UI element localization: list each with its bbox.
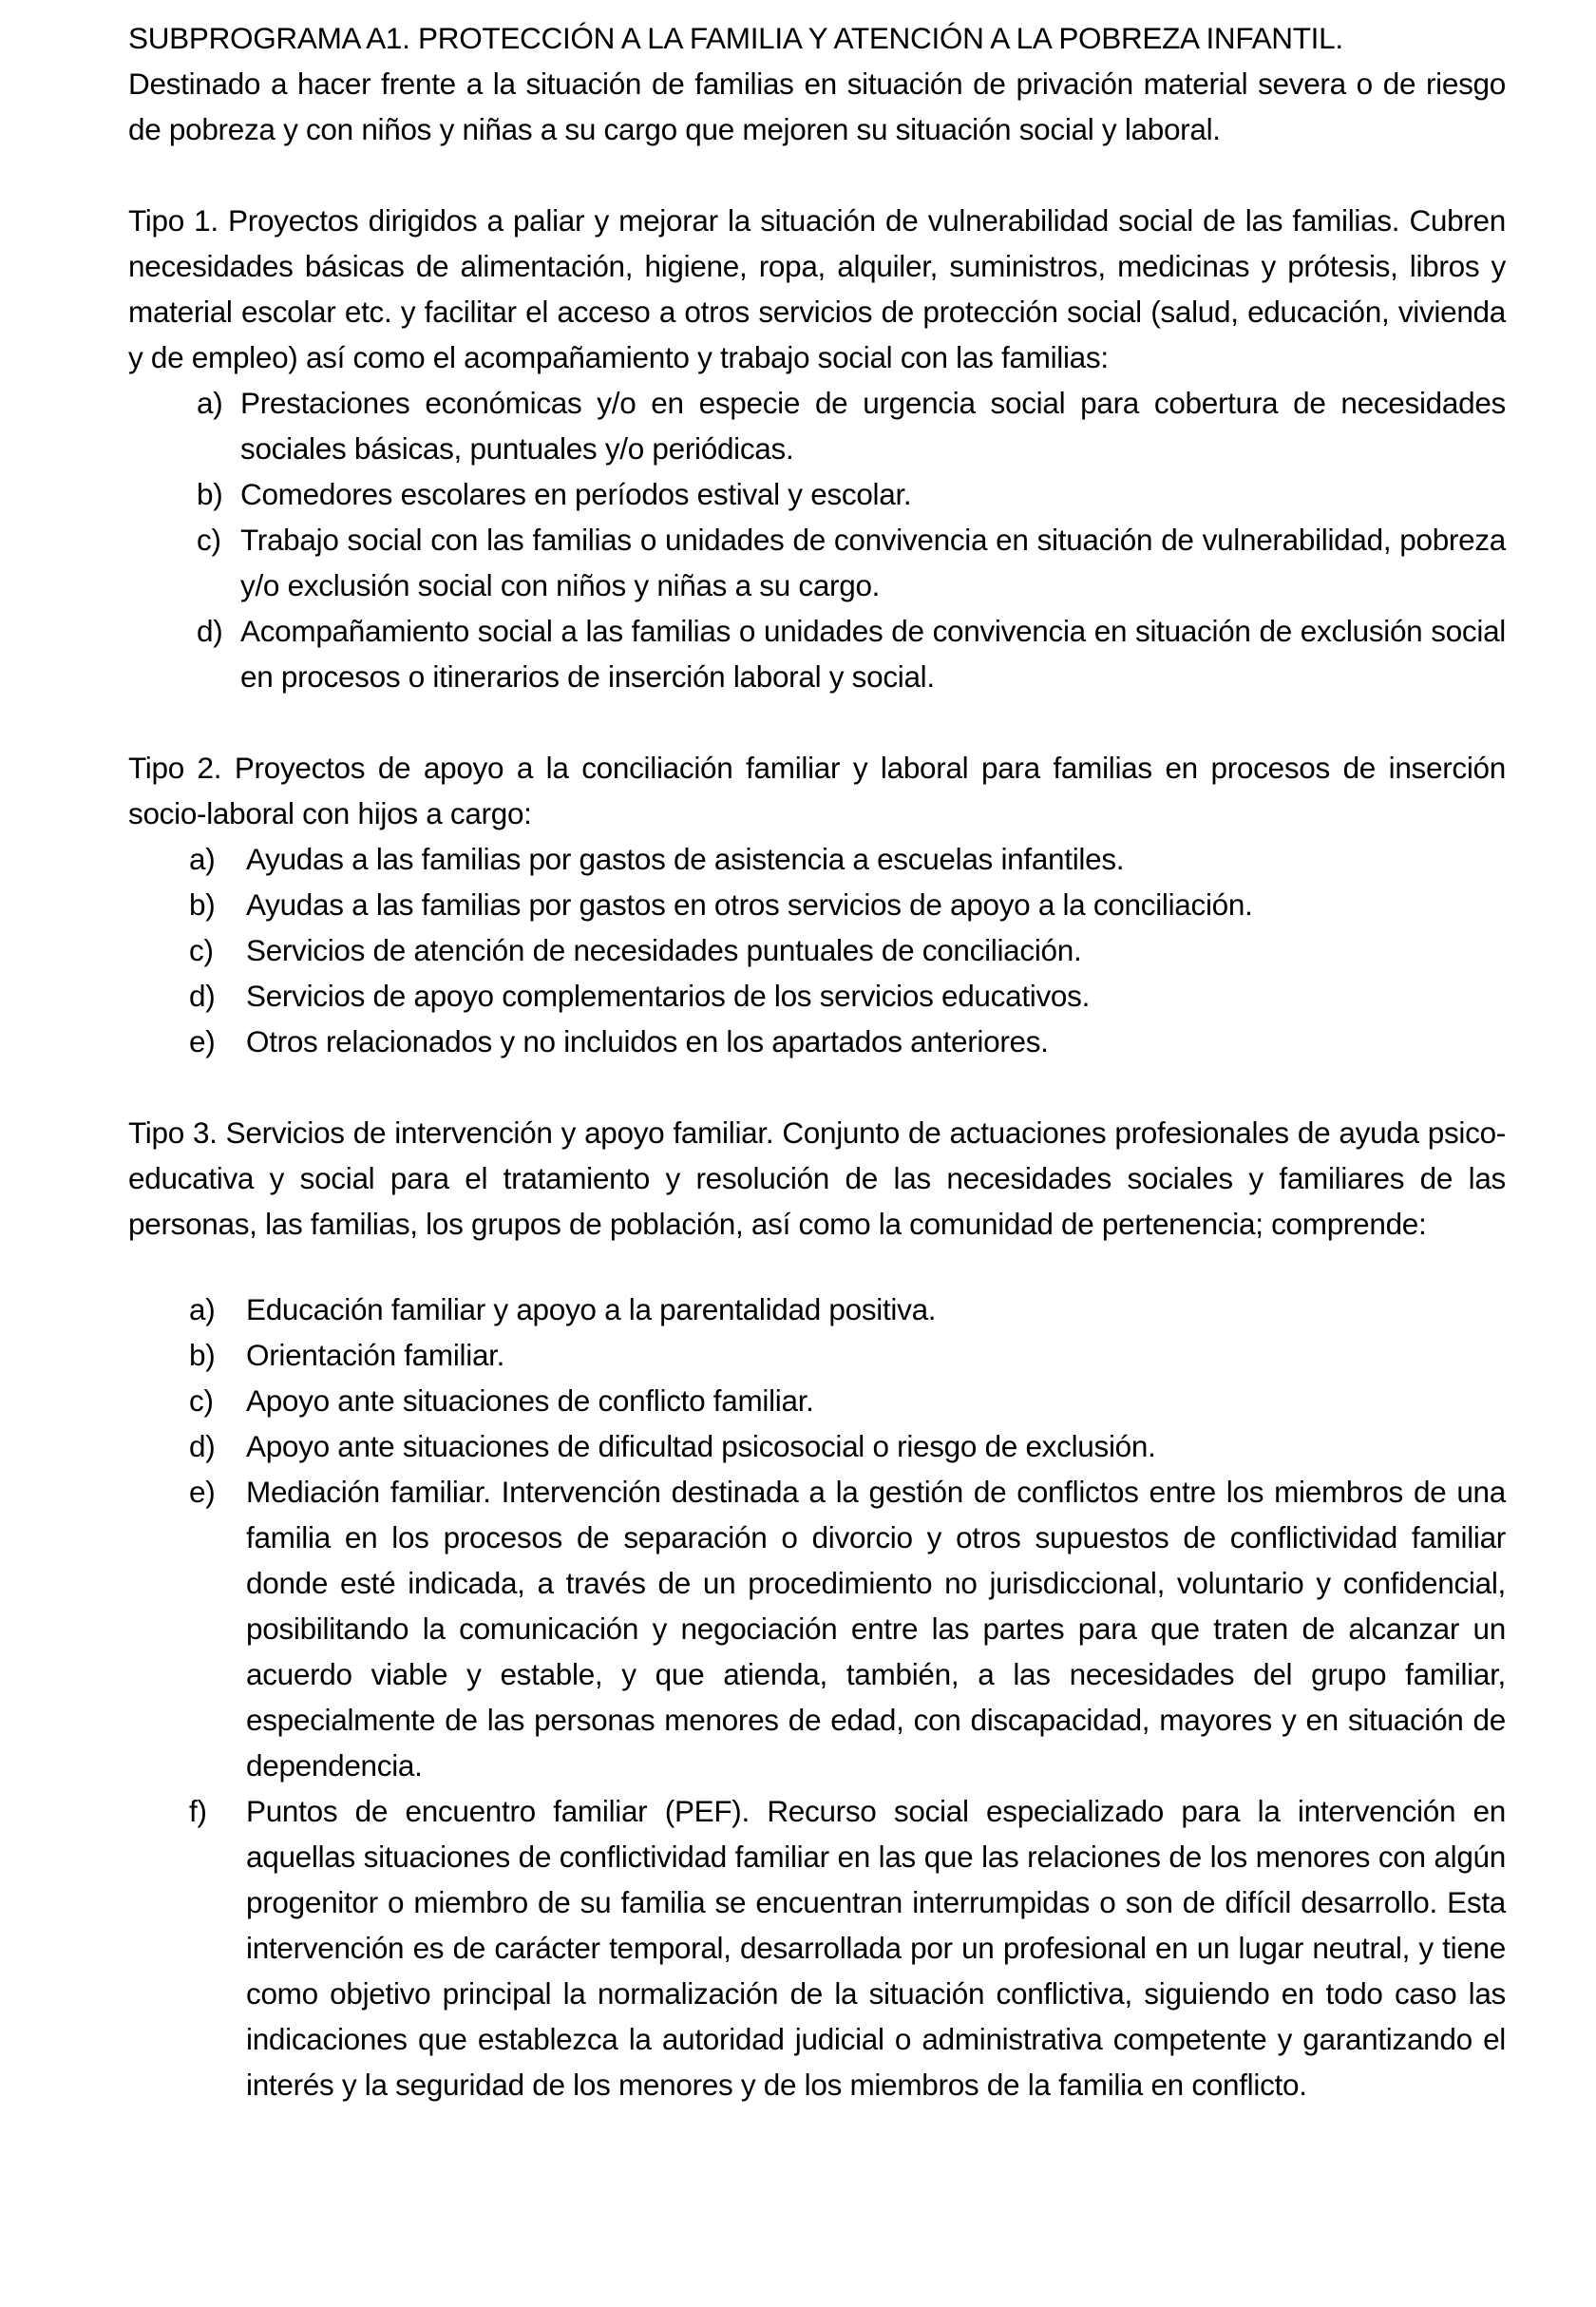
item-marker: b) xyxy=(189,887,216,922)
item-text: Orientación familiar. xyxy=(246,1338,505,1372)
item-marker: e) xyxy=(189,1024,216,1058)
item-text: Ayudas a las familias por gastos de asistencia a escuelas infantiles. xyxy=(246,842,1125,876)
tipo3-list xyxy=(128,1287,1506,2107)
item-text: Puntos de encuentro familiar (PEF). Recurso social especializado para la intervención en aquellas situaciones de conflictividad familiar en las que las relaciones de los menores con algún progenitor o miembro de su familia se encuentran interrumpidas o son de difícil desarrollo. Esta intervención es de carácter temporal, desarrollada por un profesional en un lugar neutral, y tiene como objetivo principal la normalización de la situación conflictiva, siguiendo en todo caso las indicaciones que establezca la autoridad judicial o administrativa competente y garantizando el interés y la seguridad de los menores y de los miembros de la familia en conflicto. xyxy=(246,1794,1506,2102)
tipo1-lead-paragraph: Tipo 1. Proyectos dirigidos a paliar y mejorar la situación de vulnerabilidad social de las familias. Cubren necesidades básicas de alimentación, higiene, ropa, alquiler, suministros, medicinas y prótesis, libros y material escolar etc. y facilitar el acceso a otros servicios de protección social (salud, educación, vivienda y de empleo) así como el acompañamiento y trabajo social con las familias: xyxy=(128,203,1506,374)
item-marker: c) xyxy=(197,523,221,557)
list-item xyxy=(189,1423,1506,1469)
item-text: Mediación familiar. Intervención destinada a la gestión de conflictos entre los miembros de una familia en los procesos de separación o divorcio y otros supuestos de conflictividad familiar donde esté indicada, a través de un procedimiento no jurisdiccional, voluntario y confidencial, posibilitando la comunicación y negociación entre las partes para que traten de alcanzar un acuerdo viable y estable, y que atienda, también, a las necesidades del grupo familiar, especialmente de las personas menores de edad, con discapacidad, mayores y en situación de dependencia. xyxy=(246,1475,1506,1783)
item-marker: a) xyxy=(189,1292,216,1326)
list-item xyxy=(197,517,1506,608)
item-marker: b) xyxy=(189,1338,216,1372)
item-marker: b) xyxy=(197,477,223,511)
item-text: Ayudas a las familias por gastos en otros servicios de apoyo a la conciliación. xyxy=(246,887,1253,922)
item-marker: a) xyxy=(189,842,216,876)
blank-line xyxy=(128,1064,1506,1110)
blank-line xyxy=(128,152,1506,198)
item-text: Apoyo ante situaciones de conflicto familiar. xyxy=(246,1383,814,1418)
item-marker: c) xyxy=(189,1383,214,1418)
item-text: Servicios de atención de necesidades puntuales de conciliación. xyxy=(246,933,1082,967)
list-item xyxy=(197,608,1506,699)
list-item xyxy=(189,1788,1506,2107)
blank-line xyxy=(128,699,1506,745)
item-marker: d) xyxy=(197,614,223,648)
item-marker: d) xyxy=(189,1429,216,1463)
list-item xyxy=(189,836,1506,882)
list-item xyxy=(197,471,1506,517)
list-item xyxy=(189,1332,1506,1378)
item-marker: e) xyxy=(189,1475,216,1509)
list-item xyxy=(189,1469,1506,1788)
item-text: Trabajo social con las familias o unidades de convivencia en situación de vulnerabilidad, pobreza y/o exclusión social con niños y niñas a su cargo. xyxy=(240,523,1506,602)
item-text: Educación familiar y apoyo a la parentalidad positiva. xyxy=(246,1292,937,1326)
intro-paragraph: Destinado a hacer frente a la situación de familias en situación de privación material severa o de riesgo de pobreza y con niños y niñas a su cargo que mejoren su situación social y laboral. xyxy=(128,67,1506,146)
list-item xyxy=(189,882,1506,927)
list-item xyxy=(189,973,1506,1019)
item-marker: a) xyxy=(197,386,223,420)
tipo3-lead-paragraph: Tipo 3. Servicios de intervención y apoyo familiar. Conjunto de actuaciones profesionales de ayuda psico-educativa y social para el tratamiento y resolución de las necesidades sociales y familiares de las personas, las familias, los grupos de población, así como la comunidad de pertenencia; comprende: xyxy=(128,1115,1506,1241)
item-text: Acompañamiento social a las familias o unidades de convivencia en situación de exclusión social en procesos o itinerarios de inserción laboral y social. xyxy=(240,614,1506,694)
list-item xyxy=(189,1378,1506,1423)
list-item xyxy=(189,1287,1506,1332)
tipo2-list xyxy=(128,836,1506,1064)
list-item xyxy=(189,1019,1506,1064)
list-item xyxy=(197,380,1506,471)
item-marker: f) xyxy=(189,1794,207,1828)
item-text: Comedores escolares en períodos estival y escolar. xyxy=(240,477,912,511)
item-text: Apoyo ante situaciones de dificultad psicosocial o riesgo de exclusión. xyxy=(246,1429,1156,1463)
list-item xyxy=(189,927,1506,973)
item-marker: d) xyxy=(189,979,216,1013)
item-text: Otros relacionados y no incluidos en los apartados anteriores. xyxy=(246,1024,1049,1058)
item-marker: c) xyxy=(189,933,214,967)
item-text: Prestaciones económicas y/o en especie de urgencia social para cobertura de necesidades sociales básicas, puntuales y/o periódicas. xyxy=(240,386,1506,466)
document-title: SUBPROGRAMA A1. PROTECCIÓN A LA FAMILIA Y ATENCIÓN A LA POBREZA INFANTIL. xyxy=(128,21,1343,55)
item-text: Servicios de apoyo complementarios de los servicios educativos. xyxy=(246,979,1091,1013)
tipo1-list xyxy=(128,380,1506,699)
tipo2-lead-paragraph: Tipo 2. Proyectos de apoyo a la conciliación familiar y laboral para familias en procesos de inserción socio-laboral con hijos a cargo: xyxy=(128,751,1506,830)
